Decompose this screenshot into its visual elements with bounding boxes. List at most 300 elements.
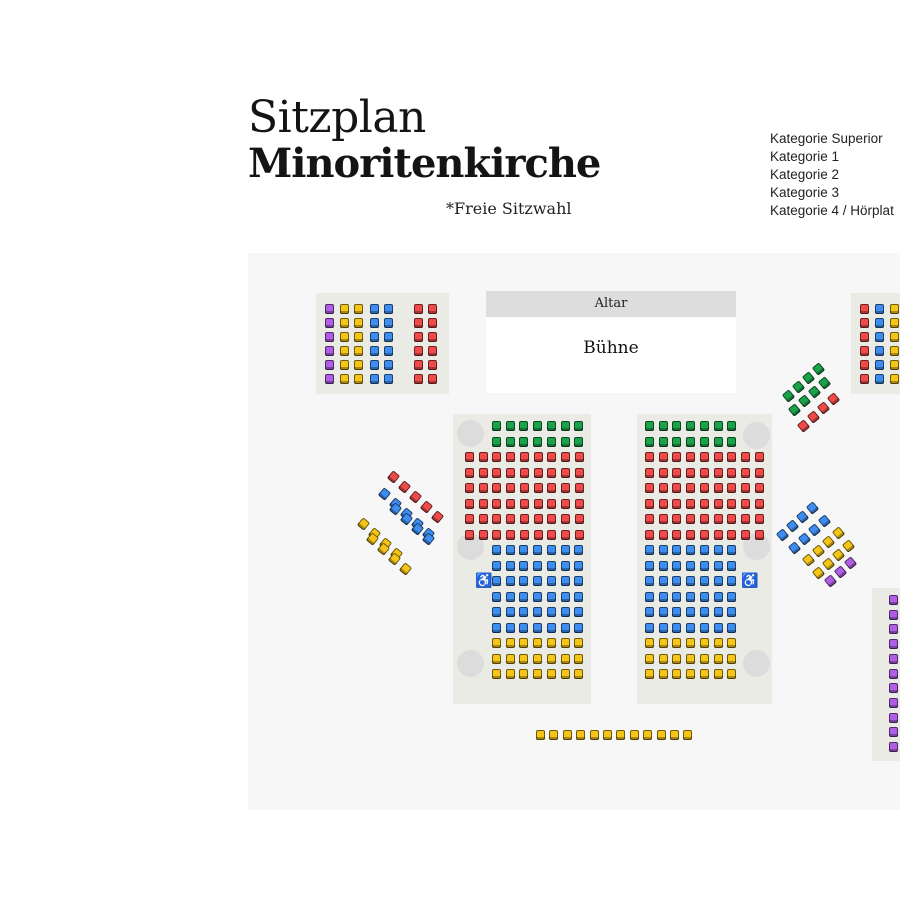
seat-cat2[interactable] [818,514,831,527]
seat-cat1[interactable] [547,514,556,524]
seat-cat1[interactable] [860,304,869,314]
seat-cat1[interactable] [492,530,501,540]
seat-cat1[interactable] [659,452,668,462]
seat-cat3[interactable] [506,654,515,664]
seat-cat1[interactable] [428,360,437,370]
seat-cat1[interactable] [492,452,501,462]
seat-cat1[interactable] [520,514,529,524]
seat-superior[interactable] [492,437,501,447]
seat-cat3[interactable] [683,730,692,740]
seat-cat1[interactable] [534,452,543,462]
seat-cat1[interactable] [755,452,764,462]
seat-cat1[interactable] [479,499,488,509]
seat-cat1[interactable] [860,360,869,370]
seat-cat2[interactable] [808,523,821,536]
seat-superior[interactable] [533,437,542,447]
seat-cat2[interactable] [561,623,570,633]
seat-cat1[interactable] [659,483,668,493]
seat-cat1[interactable] [700,483,709,493]
seat-cat1[interactable] [860,346,869,356]
seat-cat2[interactable] [492,545,501,555]
seat-cat2[interactable] [574,576,583,586]
seat-cat1[interactable] [700,468,709,478]
seat-cat1[interactable] [428,332,437,342]
seat-cat1[interactable] [797,419,810,432]
seat-cat1[interactable] [465,483,474,493]
seat-cat1[interactable] [672,499,681,509]
seat-cat1[interactable] [860,318,869,328]
seat-cat4[interactable] [844,556,857,569]
seat-cat3[interactable] [340,346,349,356]
seat-cat1[interactable] [465,514,474,524]
seat-superior[interactable] [727,421,736,431]
seat-cat3[interactable] [672,654,681,664]
seat-cat1[interactable] [700,514,709,524]
seat-cat1[interactable] [645,452,654,462]
seat-cat2[interactable] [519,576,528,586]
seat-cat4[interactable] [889,713,898,723]
seat-cat1[interactable] [547,468,556,478]
seat-cat2[interactable] [714,545,723,555]
seat-cat3[interactable] [727,654,736,664]
seat-cat2[interactable] [561,607,570,617]
seat-cat2[interactable] [672,545,681,555]
seat-cat2[interactable] [714,592,723,602]
seat-cat2[interactable] [700,623,709,633]
seat-cat1[interactable] [492,514,501,524]
seat-cat2[interactable] [370,304,379,314]
seat-cat2[interactable] [700,545,709,555]
seat-cat1[interactable] [414,332,423,342]
seat-cat1[interactable] [645,468,654,478]
seat-cat2[interactable] [714,561,723,571]
seat-cat1[interactable] [659,514,668,524]
seat-cat1[interactable] [506,530,515,540]
seat-cat2[interactable] [727,623,736,633]
seat-cat1[interactable] [520,452,529,462]
seat-cat3[interactable] [686,669,695,679]
seat-cat4[interactable] [889,727,898,737]
seat-cat1[interactable] [714,452,723,462]
seat-cat3[interactable] [603,730,612,740]
seat-cat1[interactable] [492,499,501,509]
seat-cat4[interactable] [834,565,847,578]
seat-cat3[interactable] [890,346,899,356]
seat-cat1[interactable] [492,483,501,493]
seat-cat3[interactable] [340,374,349,384]
seat-cat4[interactable] [889,742,898,752]
seat-cat1[interactable] [714,483,723,493]
seat-superior[interactable] [533,421,542,431]
seat-cat3[interactable] [590,730,599,740]
seat-cat1[interactable] [428,304,437,314]
seat-cat3[interactable] [700,669,709,679]
seat-cat3[interactable] [340,332,349,342]
seat-superior[interactable] [686,437,695,447]
seat-cat1[interactable] [807,410,820,423]
seat-cat1[interactable] [672,483,681,493]
seat-cat2[interactable] [659,607,668,617]
seat-cat2[interactable] [561,592,570,602]
seat-cat2[interactable] [659,545,668,555]
seat-cat2[interactable] [506,623,515,633]
seat-cat4[interactable] [325,318,334,328]
seat-cat1[interactable] [741,499,750,509]
seat-cat2[interactable] [645,545,654,555]
seat-cat1[interactable] [755,468,764,478]
seat-cat1[interactable] [409,490,422,503]
seat-superior[interactable] [645,421,654,431]
seat-cat2[interactable] [700,607,709,617]
seat-superior[interactable] [792,380,805,393]
seat-cat1[interactable] [672,530,681,540]
seat-cat1[interactable] [428,346,437,356]
seat-cat3[interactable] [890,332,899,342]
seat-cat1[interactable] [645,530,654,540]
seat-cat1[interactable] [672,468,681,478]
seat-cat3[interactable] [399,562,412,575]
seat-superior[interactable] [798,394,811,407]
seat-cat2[interactable] [547,607,556,617]
seat-cat2[interactable] [547,623,556,633]
seat-cat2[interactable] [547,561,556,571]
seat-cat2[interactable] [506,592,515,602]
seat-cat1[interactable] [727,499,736,509]
seat-cat1[interactable] [700,530,709,540]
seat-cat3[interactable] [714,654,723,664]
seat-cat1[interactable] [398,480,411,493]
seat-cat1[interactable] [506,452,515,462]
seat-cat1[interactable] [479,530,488,540]
seat-cat3[interactable] [519,654,528,664]
seat-cat3[interactable] [832,548,845,561]
seat-cat3[interactable] [812,566,825,579]
seat-cat2[interactable] [659,561,668,571]
seat-cat2[interactable] [519,545,528,555]
seat-cat4[interactable] [889,610,898,620]
seat-cat2[interactable] [875,332,884,342]
seat-cat4[interactable] [325,332,334,342]
seat-cat2[interactable] [645,592,654,602]
seat-cat2[interactable] [574,561,583,571]
seat-cat3[interactable] [340,304,349,314]
seat-superior[interactable] [547,421,556,431]
seat-cat1[interactable] [575,499,584,509]
seat-cat1[interactable] [561,499,570,509]
seat-cat1[interactable] [506,499,515,509]
seat-cat2[interactable] [672,607,681,617]
seat-cat1[interactable] [575,530,584,540]
seat-cat2[interactable] [875,374,884,384]
seat-cat1[interactable] [547,483,556,493]
seat-cat2[interactable] [533,592,542,602]
seat-cat1[interactable] [575,483,584,493]
seat-superior[interactable] [714,421,723,431]
seat-cat1[interactable] [672,514,681,524]
seat-cat2[interactable] [727,607,736,617]
seat-cat1[interactable] [492,468,501,478]
seat-cat2[interactable] [672,592,681,602]
seat-cat1[interactable] [827,392,840,405]
seat-cat2[interactable] [506,545,515,555]
seat-cat1[interactable] [686,514,695,524]
seat-cat1[interactable] [659,499,668,509]
seat-cat1[interactable] [506,483,515,493]
seat-cat2[interactable] [561,545,570,555]
seat-cat1[interactable] [428,318,437,328]
seat-cat4[interactable] [889,624,898,634]
seat-cat2[interactable] [574,623,583,633]
seat-cat1[interactable] [414,304,423,314]
seat-cat4[interactable] [889,669,898,679]
seat-cat1[interactable] [755,483,764,493]
seat-cat1[interactable] [575,514,584,524]
seat-cat3[interactable] [574,638,583,648]
seat-cat2[interactable] [788,541,801,554]
seat-cat1[interactable] [414,318,423,328]
seat-cat3[interactable] [576,730,585,740]
seat-cat1[interactable] [686,483,695,493]
seat-cat3[interactable] [727,638,736,648]
seat-superior[interactable] [672,421,681,431]
seat-cat1[interactable] [479,514,488,524]
seat-cat3[interactable] [547,654,556,664]
seat-cat1[interactable] [520,499,529,509]
seat-cat1[interactable] [755,514,764,524]
seat-cat4[interactable] [889,698,898,708]
seat-cat3[interactable] [533,669,542,679]
seat-cat2[interactable] [561,561,570,571]
seat-cat1[interactable] [741,530,750,540]
seat-superior[interactable] [802,371,815,384]
seat-cat2[interactable] [492,607,501,617]
seat-cat2[interactable] [492,561,501,571]
seat-cat1[interactable] [547,452,556,462]
seat-cat1[interactable] [534,499,543,509]
seat-cat3[interactable] [890,360,899,370]
seat-cat1[interactable] [534,468,543,478]
seat-cat2[interactable] [492,576,501,586]
seat-cat1[interactable] [506,514,515,524]
seat-cat1[interactable] [741,483,750,493]
seat-cat3[interactable] [686,654,695,664]
seat-cat3[interactable] [354,346,363,356]
seat-cat2[interactable] [533,545,542,555]
seat-cat3[interactable] [519,669,528,679]
seat-cat1[interactable] [755,499,764,509]
seat-cat2[interactable] [645,576,654,586]
seat-superior[interactable] [727,437,736,447]
seat-cat2[interactable] [370,346,379,356]
seat-cat3[interactable] [354,332,363,342]
seat-cat1[interactable] [465,499,474,509]
seat-cat3[interactable] [812,544,825,557]
seat-cat1[interactable] [520,468,529,478]
seat-cat2[interactable] [700,576,709,586]
seat-cat2[interactable] [492,592,501,602]
seat-cat1[interactable] [520,483,529,493]
seat-cat2[interactable] [686,607,695,617]
seat-cat3[interactable] [561,669,570,679]
seat-cat1[interactable] [387,470,400,483]
seat-cat2[interactable] [561,576,570,586]
seat-cat2[interactable] [533,607,542,617]
seat-cat3[interactable] [574,669,583,679]
seat-cat2[interactable] [714,607,723,617]
seat-cat4[interactable] [325,374,334,384]
seat-cat3[interactable] [890,304,899,314]
seat-cat1[interactable] [479,483,488,493]
seat-cat3[interactable] [832,526,845,539]
seat-cat3[interactable] [561,638,570,648]
seat-cat1[interactable] [561,452,570,462]
seat-cat1[interactable] [727,514,736,524]
seat-cat2[interactable] [659,576,668,586]
seat-cat2[interactable] [506,561,515,571]
seat-superior[interactable] [812,362,825,375]
seat-cat2[interactable] [700,561,709,571]
seat-cat1[interactable] [714,514,723,524]
seat-cat1[interactable] [727,483,736,493]
seat-cat1[interactable] [755,530,764,540]
seat-superior[interactable] [561,437,570,447]
seat-cat1[interactable] [659,468,668,478]
seat-cat3[interactable] [890,318,899,328]
seat-cat3[interactable] [533,654,542,664]
seat-cat1[interactable] [686,530,695,540]
seat-cat2[interactable] [714,576,723,586]
seat-cat3[interactable] [659,638,668,648]
seat-cat1[interactable] [414,374,423,384]
seat-cat2[interactable] [533,576,542,586]
seat-cat2[interactable] [776,528,789,541]
seat-cat2[interactable] [672,576,681,586]
seat-cat1[interactable] [700,499,709,509]
seat-cat2[interactable] [672,561,681,571]
seat-cat1[interactable] [431,510,444,523]
seat-superior[interactable] [506,421,515,431]
seat-cat1[interactable] [741,514,750,524]
seat-superior[interactable] [714,437,723,447]
seat-cat2[interactable] [384,374,393,384]
seat-superior[interactable] [506,437,515,447]
seat-cat1[interactable] [575,452,584,462]
seat-cat1[interactable] [561,530,570,540]
seat-cat1[interactable] [860,332,869,342]
seat-superior[interactable] [659,421,668,431]
seat-cat2[interactable] [370,332,379,342]
seat-cat2[interactable] [574,607,583,617]
seat-cat2[interactable] [384,332,393,342]
seat-cat3[interactable] [533,638,542,648]
seat-superior[interactable] [788,403,801,416]
seat-cat4[interactable] [325,346,334,356]
seat-cat2[interactable] [370,374,379,384]
seat-cat2[interactable] [672,623,681,633]
seat-cat3[interactable] [672,669,681,679]
seat-cat4[interactable] [325,360,334,370]
seat-cat3[interactable] [616,730,625,740]
seat-cat2[interactable] [796,510,809,523]
seat-cat1[interactable] [672,452,681,462]
seat-cat4[interactable] [889,595,898,605]
seat-cat3[interactable] [700,654,709,664]
seat-cat3[interactable] [492,638,501,648]
seat-cat2[interactable] [384,346,393,356]
seat-cat4[interactable] [824,574,837,587]
seat-superior[interactable] [547,437,556,447]
seat-cat2[interactable] [574,545,583,555]
seat-cat1[interactable] [534,514,543,524]
seat-cat1[interactable] [727,452,736,462]
seat-cat2[interactable] [645,561,654,571]
seat-cat2[interactable] [492,623,501,633]
seat-cat1[interactable] [727,530,736,540]
seat-cat2[interactable] [547,545,556,555]
seat-cat1[interactable] [534,483,543,493]
seat-cat1[interactable] [420,500,433,513]
seat-cat2[interactable] [370,318,379,328]
seat-cat2[interactable] [686,576,695,586]
seat-cat2[interactable] [645,607,654,617]
seat-cat1[interactable] [534,530,543,540]
seat-cat2[interactable] [875,346,884,356]
seat-superior[interactable] [574,421,583,431]
seat-cat4[interactable] [325,304,334,314]
seat-cat2[interactable] [574,592,583,602]
seat-cat3[interactable] [354,304,363,314]
seat-cat2[interactable] [506,576,515,586]
seat-cat1[interactable] [561,514,570,524]
seat-cat1[interactable] [465,452,474,462]
seat-superior[interactable] [561,421,570,431]
seat-cat2[interactable] [714,623,723,633]
seat-cat2[interactable] [875,304,884,314]
seat-cat3[interactable] [519,638,528,648]
seat-cat2[interactable] [875,318,884,328]
seat-cat2[interactable] [533,561,542,571]
seat-cat3[interactable] [340,318,349,328]
seat-cat1[interactable] [817,401,830,414]
seat-cat2[interactable] [700,592,709,602]
seat-cat3[interactable] [492,654,501,664]
seat-superior[interactable] [782,389,795,402]
seat-cat1[interactable] [414,360,423,370]
seat-cat3[interactable] [700,638,709,648]
seat-cat1[interactable] [860,374,869,384]
seat-superior[interactable] [492,421,501,431]
seat-cat3[interactable] [714,669,723,679]
seat-superior[interactable] [700,421,709,431]
seat-cat3[interactable] [536,730,545,740]
seat-cat2[interactable] [384,318,393,328]
seat-cat2[interactable] [519,607,528,617]
seat-cat3[interactable] [506,638,515,648]
seat-cat3[interactable] [354,318,363,328]
seat-cat2[interactable] [727,592,736,602]
seat-cat3[interactable] [822,557,835,570]
seat-cat3[interactable] [670,730,679,740]
seat-cat1[interactable] [520,530,529,540]
seat-cat1[interactable] [727,468,736,478]
seat-cat2[interactable] [686,545,695,555]
seat-cat3[interactable] [549,730,558,740]
seat-cat3[interactable] [547,638,556,648]
seat-cat1[interactable] [414,346,423,356]
seat-cat2[interactable] [686,592,695,602]
seat-superior[interactable] [686,421,695,431]
seat-superior[interactable] [519,421,528,431]
